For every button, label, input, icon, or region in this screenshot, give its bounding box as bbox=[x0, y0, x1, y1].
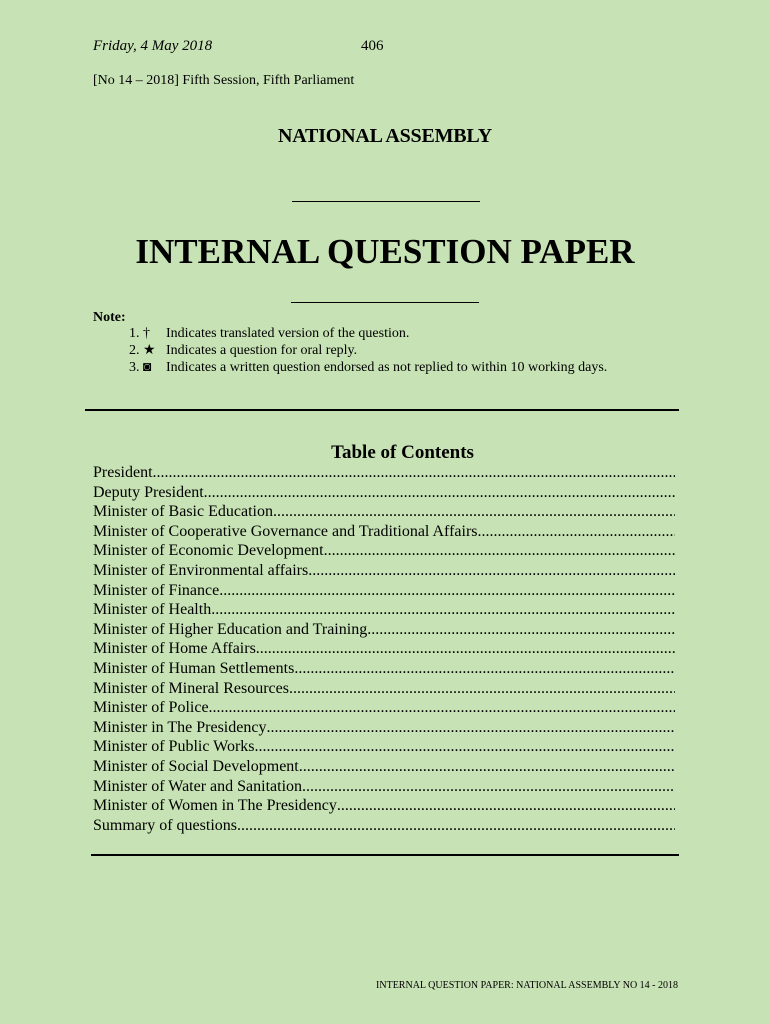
toc-entry-basic-education[interactable] bbox=[93, 502, 675, 522]
toc-entry-label[interactable]: Minister of Social Development bbox=[93, 757, 299, 775]
toc-entry-label[interactable]: Minister of Mineral Resources bbox=[93, 679, 289, 697]
toc-leader-dots bbox=[266, 718, 675, 738]
toc-entry-label[interactable]: Minister in The Presidency bbox=[93, 718, 267, 736]
toc-entry-home-affairs[interactable] bbox=[93, 639, 675, 659]
toc-entry-presidency[interactable] bbox=[93, 718, 675, 738]
toc-entry-label[interactable]: Minister of Economic Development bbox=[93, 542, 324, 560]
toc-leader-dots bbox=[153, 463, 675, 483]
note-item bbox=[129, 342, 607, 359]
toc-entry-health[interactable] bbox=[93, 600, 675, 620]
note-text: Indicates a written question endorsed as not replied to within 10 working days. bbox=[166, 360, 608, 375]
note-item bbox=[129, 325, 607, 342]
toc-entry-human-settlements[interactable] bbox=[93, 659, 675, 679]
note-marker-square-icon: 3. ◙ bbox=[129, 360, 152, 375]
toc-leader-dots bbox=[219, 581, 675, 601]
table-of-contents bbox=[93, 463, 675, 835]
toc-entry-label[interactable]: Minister of Environmental affairs bbox=[93, 561, 309, 579]
toc-entry-label[interactable]: Minister of Public Works bbox=[93, 738, 255, 756]
toc-entry-economic-development[interactable] bbox=[93, 541, 675, 561]
toc-entry-water-sanitation[interactable] bbox=[93, 777, 675, 797]
toc-leader-dots bbox=[256, 639, 675, 659]
toc-leader-dots bbox=[273, 502, 675, 522]
divider-bottom bbox=[291, 302, 479, 303]
toc-leader-dots bbox=[337, 796, 675, 816]
page-footer: INTERNAL QUESTION PAPER: NATIONAL ASSEMBLY NO 14 - 2018 bbox=[376, 980, 678, 991]
toc-bottom-divider bbox=[91, 854, 679, 856]
toc-leader-dots bbox=[324, 541, 675, 561]
toc-leader-dots bbox=[294, 659, 675, 679]
toc-entry-cooperative-governance[interactable] bbox=[93, 522, 675, 542]
toc-leader-dots bbox=[209, 698, 675, 718]
toc-leader-dots bbox=[302, 777, 675, 797]
toc-entry-label[interactable]: Minister of Basic Education bbox=[93, 503, 273, 521]
toc-leader-dots bbox=[255, 737, 675, 757]
toc-entry-environmental-affairs[interactable] bbox=[93, 561, 675, 581]
divider-top bbox=[292, 201, 480, 202]
toc-entry-label[interactable]: Minister of Health bbox=[93, 601, 212, 619]
toc-entry-women-presidency[interactable] bbox=[93, 796, 675, 816]
toc-entry-label[interactable]: Minister of Cooperative Governance and Traditional Affairs bbox=[93, 522, 478, 540]
toc-entry-president[interactable] bbox=[93, 463, 675, 483]
session-info: [No 14 – 2018] Fifth Session, Fifth Parliament bbox=[93, 73, 355, 88]
toc-leader-dots bbox=[308, 561, 675, 581]
toc-leader-dots bbox=[289, 679, 675, 699]
toc-leader-dots bbox=[237, 816, 675, 836]
toc-entry-police[interactable] bbox=[93, 698, 675, 718]
toc-entry-public-works[interactable] bbox=[93, 737, 675, 757]
page-number: 406 bbox=[361, 38, 384, 54]
header-date: Friday, 4 May 2018 bbox=[93, 38, 213, 54]
toc-leader-dots bbox=[367, 620, 675, 640]
toc-leader-dots bbox=[478, 522, 675, 542]
document-title: INTERNAL QUESTION PAPER bbox=[135, 232, 635, 271]
toc-entry-mineral-resources[interactable] bbox=[93, 679, 675, 699]
note-marker-translated-icon: 1. † bbox=[129, 326, 150, 341]
note-text: Indicates translated version of the question. bbox=[166, 326, 410, 341]
toc-entry-label[interactable]: Minister of Women in The Presidency bbox=[93, 797, 337, 815]
toc-entry-label[interactable]: Minister of Human Settlements bbox=[93, 659, 295, 677]
toc-entry-label[interactable]: Minister of Police bbox=[93, 699, 209, 717]
note-text: Indicates a question for oral reply. bbox=[166, 343, 358, 358]
toc-entry-label[interactable]: Minister of Water and Sanitation bbox=[93, 777, 303, 795]
note-item bbox=[129, 359, 607, 376]
toc-leader-dots bbox=[204, 483, 675, 503]
note-marker-star-icon: 2. ★ bbox=[129, 343, 156, 358]
section-divider bbox=[85, 409, 679, 411]
toc-entry-label[interactable]: Deputy President bbox=[93, 483, 204, 501]
toc-title: Table of Contents bbox=[331, 442, 474, 463]
toc-entry-higher-education[interactable] bbox=[93, 620, 675, 640]
toc-entry-deputy-president[interactable] bbox=[93, 483, 675, 503]
assembly-name: NATIONAL ASSEMBLY bbox=[278, 125, 492, 147]
toc-entry-label[interactable]: President bbox=[93, 464, 153, 481]
toc-leader-dots bbox=[211, 600, 675, 620]
toc-leader-dots bbox=[299, 757, 675, 777]
toc-entry-label[interactable]: Summary of questions bbox=[93, 816, 237, 834]
toc-entry-label[interactable]: Minister of Home Affairs bbox=[93, 640, 256, 658]
toc-entry-finance[interactable] bbox=[93, 581, 675, 601]
note-list bbox=[129, 325, 607, 376]
toc-entry-summary[interactable] bbox=[93, 816, 675, 836]
toc-entry-label[interactable]: Minister of Higher Education and Training bbox=[93, 620, 368, 638]
note-label: Note: bbox=[93, 310, 126, 325]
toc-entry-label[interactable]: Minister of Finance bbox=[93, 581, 220, 599]
toc-entry-social-development[interactable] bbox=[93, 757, 675, 777]
